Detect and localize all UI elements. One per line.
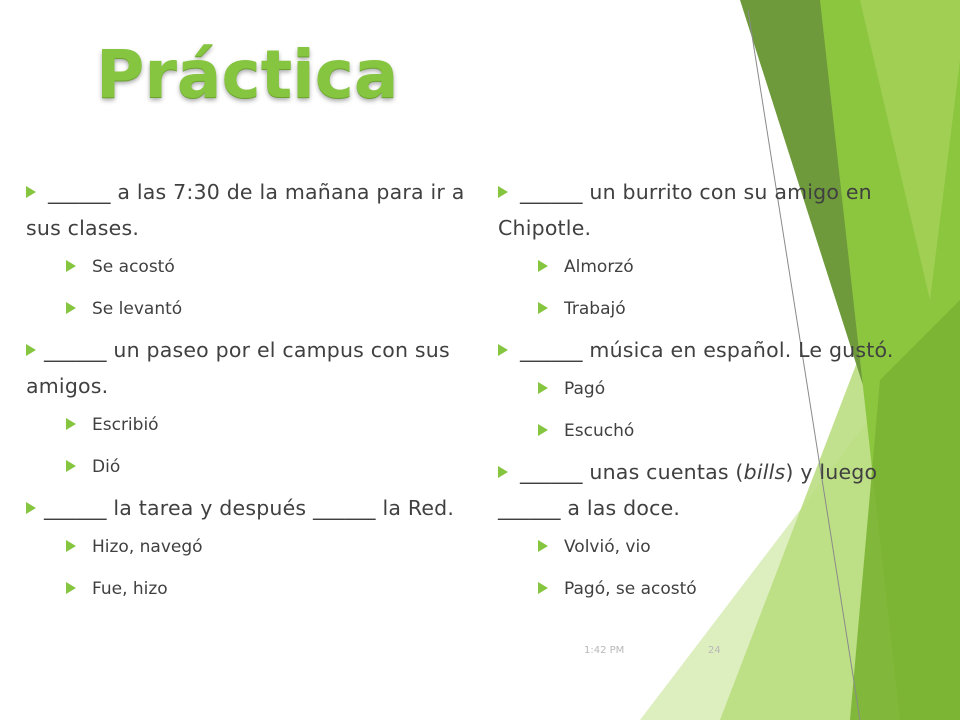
arrow-right-icon [538,299,548,319]
arrow-right-icon [66,415,76,435]
question-5 [498,332,918,452]
question-4 [498,174,918,330]
arrow-right-icon [538,421,548,441]
answer-option: Se acostó [26,246,466,288]
question-6 [498,454,918,610]
arrow-right-icon [498,332,520,368]
slide-number: 24 [708,645,721,656]
question-3 [26,490,466,610]
footer-date: 1:42 PM [584,645,625,656]
question-prompt: ______ un burrito con su amigo en Chipotle. [498,174,918,246]
arrow-right-icon [26,332,44,368]
question-prompt: ______ la tarea y después ______ la Red. [26,490,466,526]
arrow-right-icon [498,174,520,210]
arrow-right-icon [26,490,44,526]
arrow-right-icon [498,454,520,490]
answer-option: Dió [26,446,466,488]
question-1 [26,174,466,330]
arrow-right-icon [538,379,548,399]
arrow-right-icon [538,579,548,599]
answer-option: Escribió [26,404,466,446]
arrow-right-icon [66,299,76,319]
answer-option: Almorzó [498,246,918,288]
question-prompt: ______ a las 7:30 de la mañana para ir a sus clases. [26,174,466,246]
arrow-right-icon [66,537,76,557]
question-prompt: ______ música en español. Le gustó. [498,332,918,368]
answer-option: Pagó, se acostó [498,568,918,610]
arrow-right-icon [66,457,76,477]
page-title: Práctica [96,36,399,113]
answer-option: Fue, hizo [26,568,466,610]
answer-option: Escuchó [498,410,918,452]
arrow-right-icon [538,257,548,277]
answer-option: Trabajó [498,288,918,330]
question-2 [26,332,466,488]
arrow-right-icon [538,537,548,557]
arrow-right-icon [66,579,76,599]
right-column [498,174,918,612]
arrow-right-icon [66,257,76,277]
english-gloss: bills [743,460,786,484]
answer-option: Se levantó [26,288,466,330]
left-column [26,174,466,612]
answer-option: Volvió, vio [498,526,918,568]
arrow-right-icon [26,174,48,210]
answer-option: Pagó [498,368,918,410]
answer-option: Hizo, navegó [26,526,466,568]
question-prompt: ______ unas cuentas (bills) y luego ______ a las doce. [498,454,918,526]
question-prompt: ______ un paseo por el campus con sus amigos. [26,332,466,404]
